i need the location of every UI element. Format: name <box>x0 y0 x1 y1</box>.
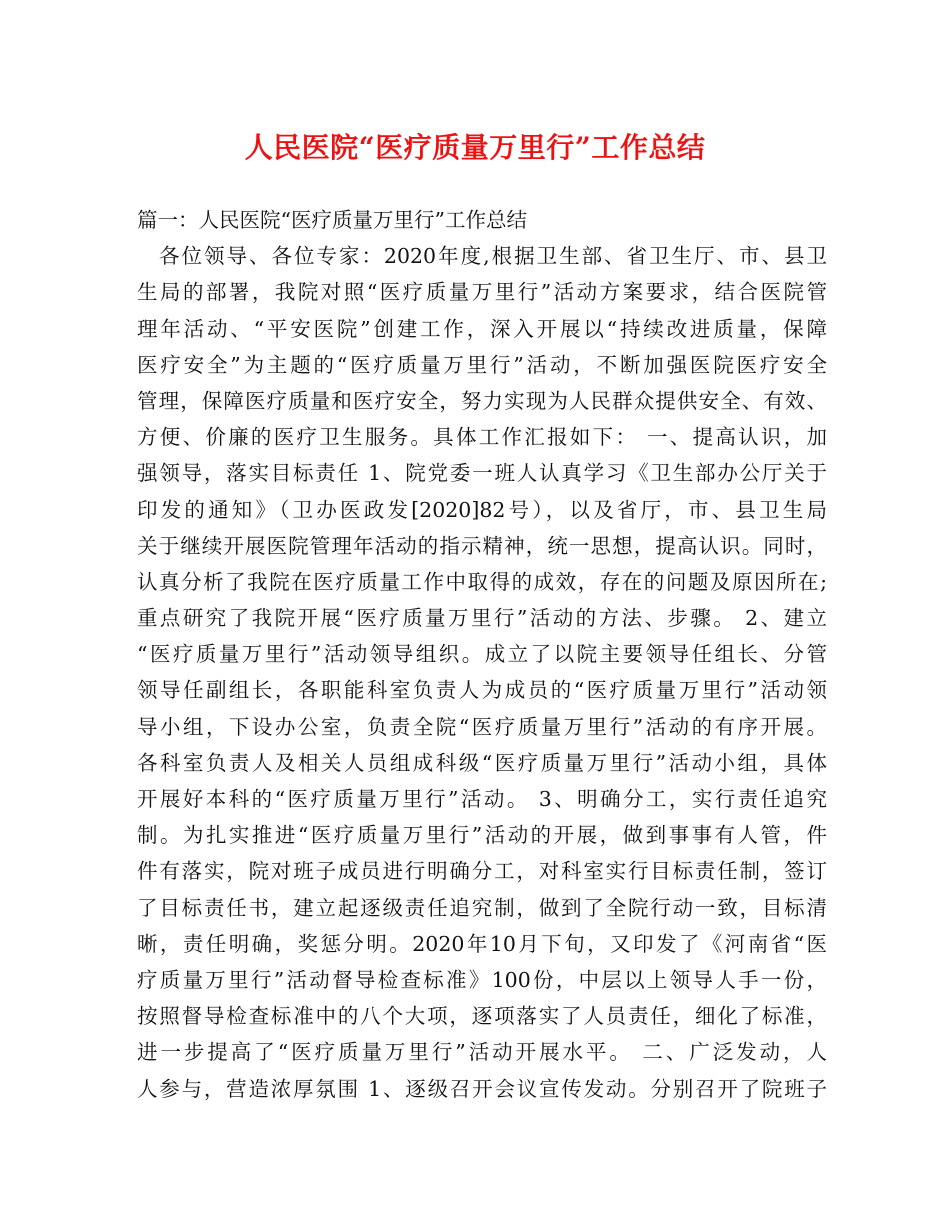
text-line: 关于继续开展医院管理年活动的指示精神，统一思想，提高认识。同时， <box>137 533 827 558</box>
text-line: 疗质量万里行”活动督导检查标准》100份，中层以上领导人手一份， <box>137 967 827 992</box>
text-line: 件有落实，院对班子成员进行明确分工，对科室实行目标责任制，签订 <box>137 859 827 884</box>
text-line: 晰，责任明确，奖惩分明。2020年10月下旬，又印发了《河南省“医 <box>137 931 827 956</box>
text-line: 领导任副组长，各职能科室负责人为成员的“医疗质量万里行”活动领 <box>137 678 827 703</box>
text-line: 导小组，下设办公室，负责全院“医疗质量万里行”活动的有序开展。 <box>137 714 827 739</box>
text-line: 按照督导检查标准中的八个大项，逐项落实了人员责任，细化了标准， <box>137 1004 827 1029</box>
text-line: 方便、价廉的医疗卫生服务。具体工作汇报如下： 一、提高认识，加 <box>137 425 827 450</box>
text-line: 理年活动、“平安医院”创建工作，深入开展以“持续改进质量，保障 <box>137 316 827 341</box>
text-line: 认真分析了我院在医疗质量工作中取得的成效，存在的问题及原因所在; <box>137 569 827 594</box>
text-line: 开展好本科的“医疗质量万里行”活动。 3、明确分工，实行责任追究 <box>137 787 827 811</box>
text-line: 强领导，落实目标责任 1、院党委一班人认真学习《卫生部办公厅关于 <box>137 461 827 486</box>
text-line: 各科室负责人及相关人员组成科级“医疗质量万里行”活动小组，具体 <box>137 750 827 775</box>
text-line: 医疗安全”为主题的“医疗质量万里行”活动，不断加强医院医疗安全 <box>137 352 827 377</box>
text-line: 重点研究了我院开展“医疗质量万里行”活动的方法、步骤。 2、建立 <box>137 606 827 631</box>
text-line: “医疗质量万里行”活动领导组织。成立了以院主要领导任组长、分管 <box>137 642 827 667</box>
text-line: 生局的部署，我院对照“医疗质量万里行”活动方案要求，结合医院管 <box>137 280 827 305</box>
text-line: 印发的通知》（卫办医政发[2020]82号），以及省厅，市、县卫生局 <box>137 497 827 522</box>
text-line: 了目标责任书，建立起逐级责任追究制，做到了全院行动一致，目标清 <box>137 895 827 920</box>
text-line: 人参与，营造浓厚氛围 1、逐级召开会议宣传发动。分别召开了院班子 <box>137 1076 827 1101</box>
section-heading: 篇一：人民医院“医疗质量万里行”工作总结 <box>137 208 527 232</box>
text-line: 制。为扎实推进“医疗质量万里行”活动的开展，做到事事有人管，件 <box>137 823 827 848</box>
text-line: 进一步提高了“医疗质量万里行”活动开展水平。 二、广泛发动，人 <box>137 1040 827 1065</box>
document-body <box>137 202 827 1107</box>
document-title: 人民医院“医疗质量万里行”工作总结 <box>244 131 706 164</box>
text-line: 管理，保障医疗质量和医疗安全，努力实现为人民群众提供安全、有效、 <box>137 388 827 413</box>
text-line: 各位领导、各位专家：2020年度,根据卫生部、省卫生厅、市、县卫 <box>159 244 827 269</box>
